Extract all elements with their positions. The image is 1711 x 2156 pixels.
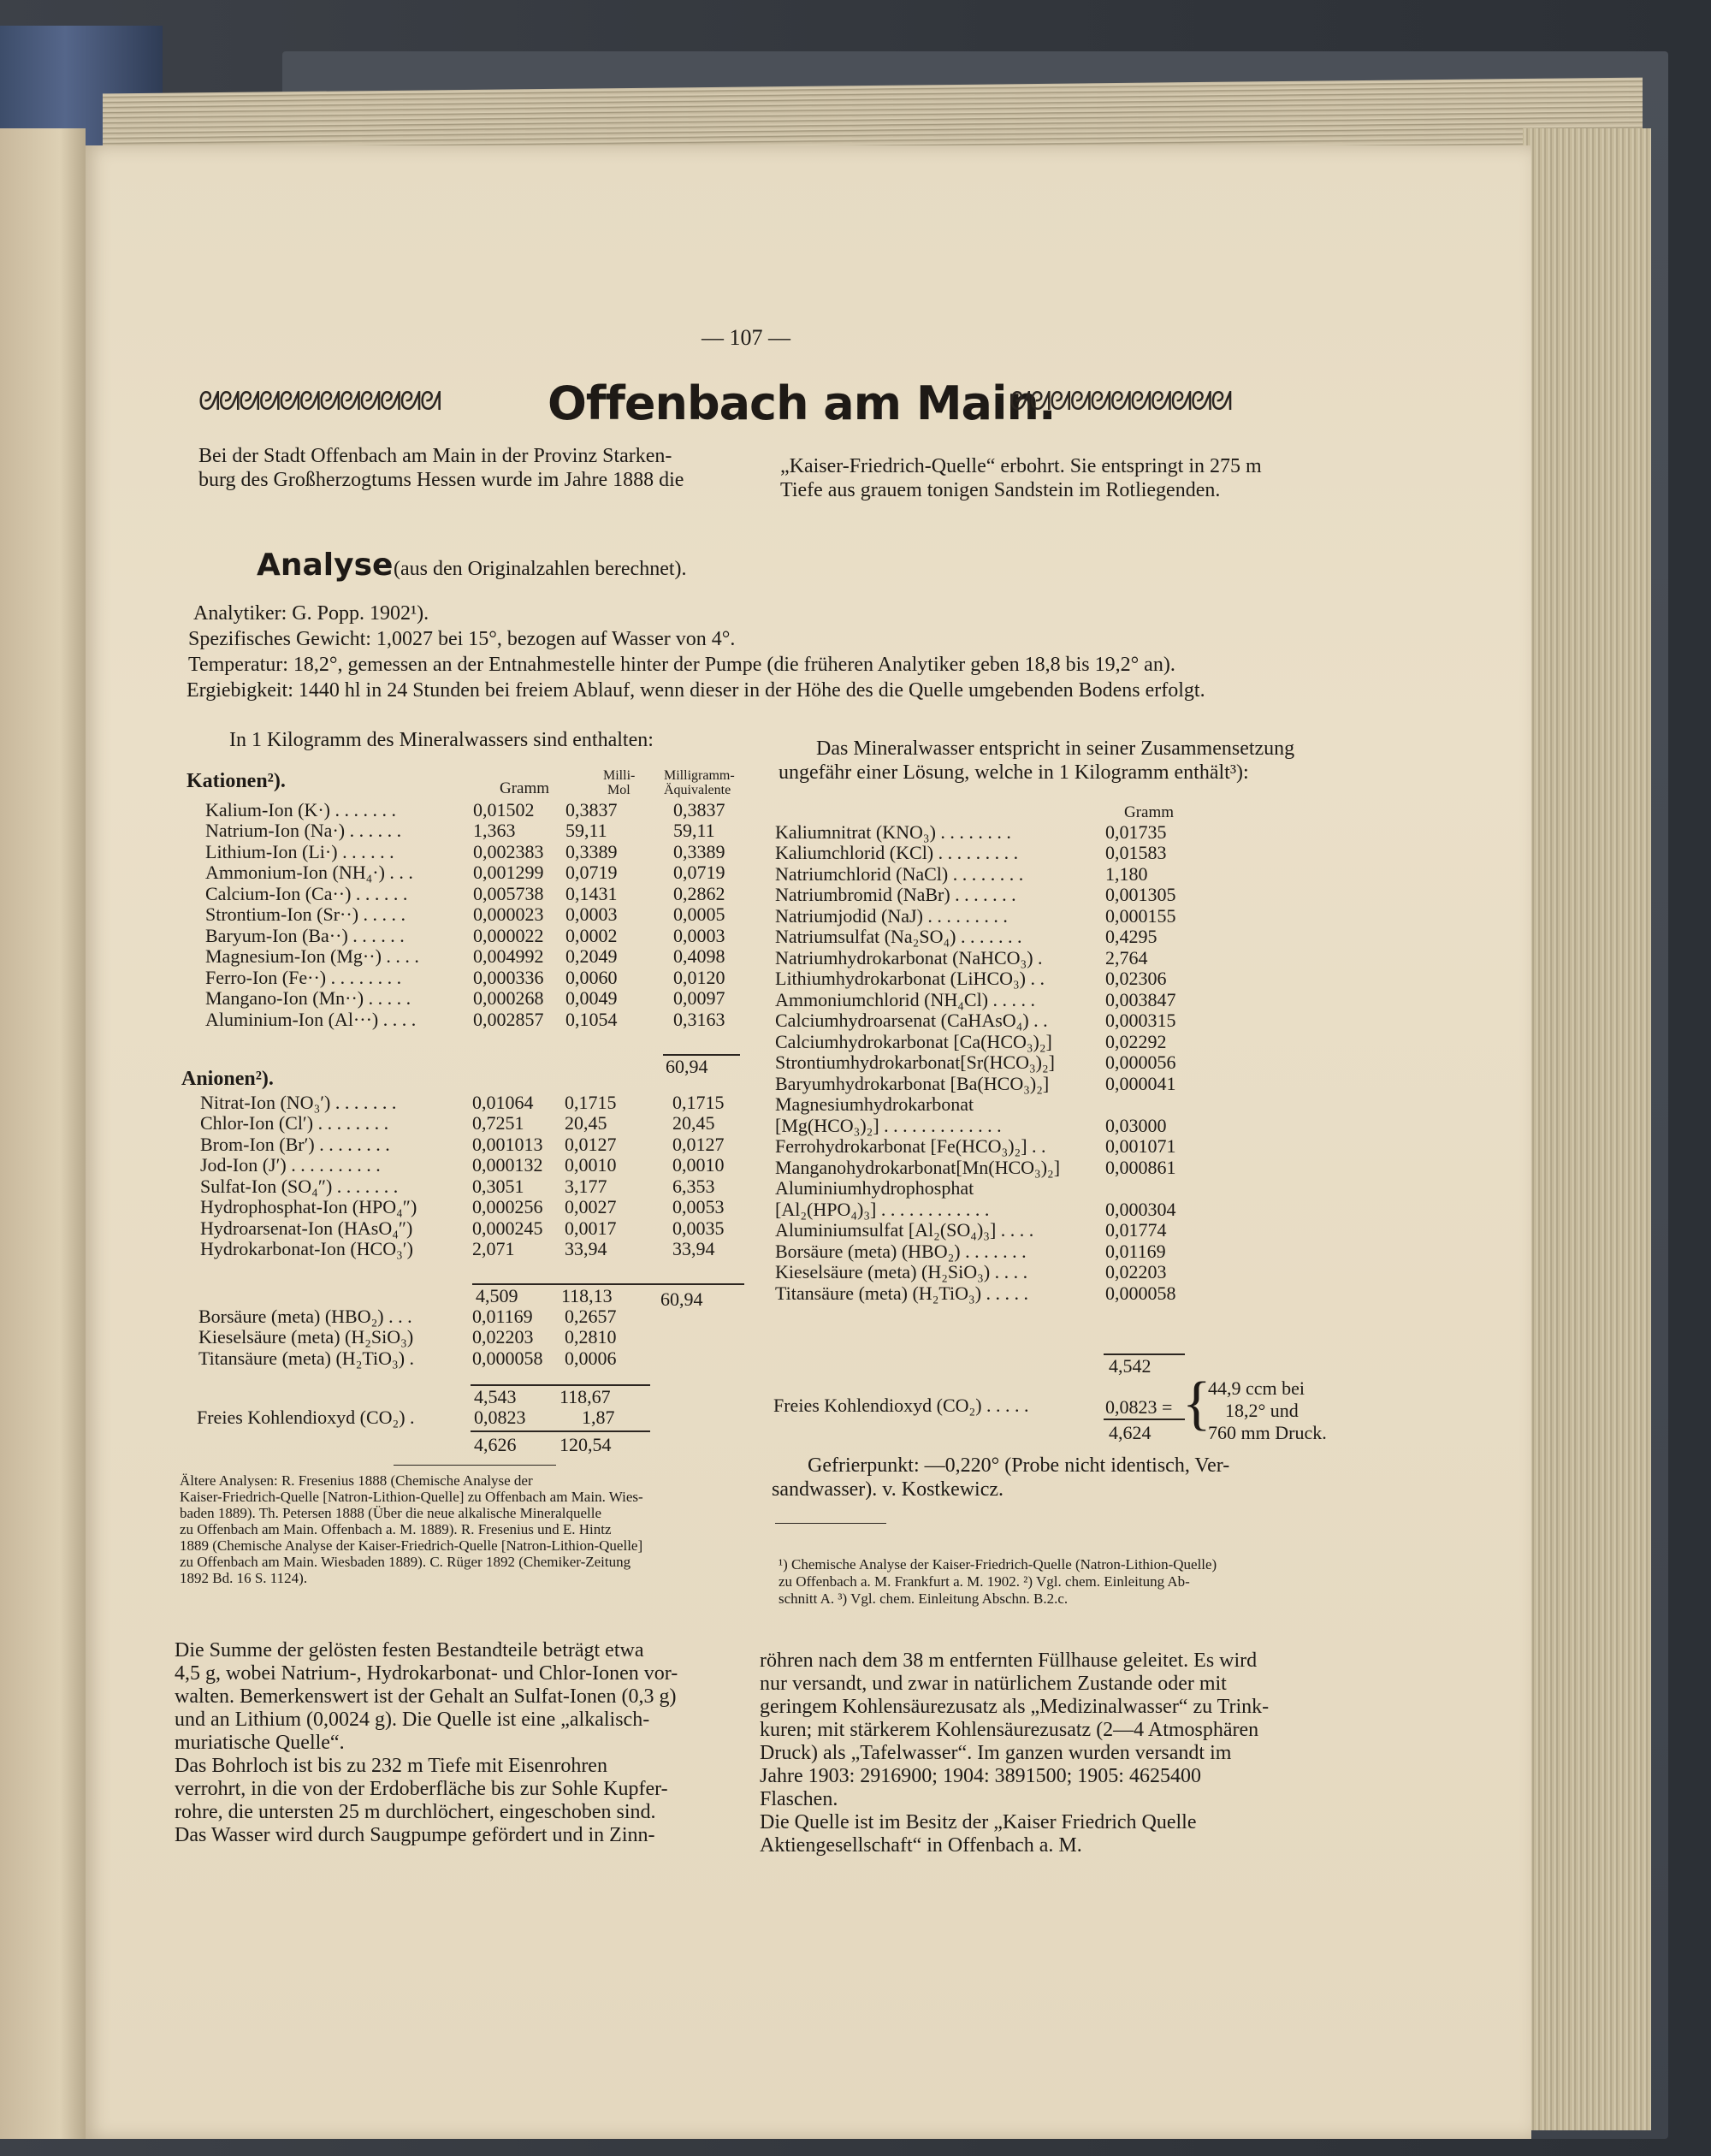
kationen-sum: 60,94 — [666, 1056, 708, 1077]
note-line: 1889 (Chemische Analyse der Kaiser-Friedrich-Quelle [Natron-Lithion-Quelle] — [180, 1537, 643, 1554]
kation-cell: 0,2049 — [565, 945, 618, 967]
acids-table — [195, 1306, 669, 1369]
kation-row — [202, 904, 754, 926]
salt-cell: 0,000155 — [1105, 904, 1176, 927]
salt-row — [772, 1094, 1203, 1116]
kation-cell: 0,000268 — [473, 987, 544, 1009]
salt-cell: Lithiumhydrokarbonat (LiHCO₃) . . — [775, 968, 1045, 989]
kation-row — [202, 988, 754, 1010]
anion-cell: 0,0053 — [672, 1196, 725, 1217]
intro-right-1: „Kaiser-Friedrich-Quelle“ erbohrt. Sie entspringt in 275 m — [780, 455, 1262, 477]
spez-gewicht: Spezifisches Gewicht: 1,0027 bei 15°, bezogen auf Wasser von 4°. — [188, 628, 736, 650]
salt-cell: Natriumchlorid (NaCl) . . . . . . . . — [775, 862, 1024, 885]
salt-cell: 0,003847 — [1105, 988, 1176, 1010]
salt-cell: Baryumhydrokarbonat [Ba(HCO₃)₂] — [775, 1072, 1050, 1094]
distribution-line: Druck) als „Tafelwasser“. Im ganzen wurden versandt im — [760, 1742, 1232, 1764]
distribution-line: geringem Kohlensäurezusatz als „Medizinalwasser“ zu Trink- — [760, 1696, 1270, 1718]
salt-cell: 0,000304 — [1105, 1198, 1176, 1220]
intro-left-1: Bei der Stadt Offenbach am Main in der Provinz Starken- — [198, 445, 672, 467]
salt-row — [772, 1199, 1203, 1220]
salt-row — [772, 947, 1203, 968]
anion-cell: 0,0027 — [565, 1196, 617, 1217]
sum3-gramm: 4,626 — [474, 1434, 517, 1455]
salt-cell — [1102, 1094, 1203, 1116]
salt-cell: Kaliumnitrat (KNO₃) . . . . . . . . — [775, 820, 1011, 843]
salt-cell: 0,01169 — [1105, 1240, 1166, 1262]
kationen-table — [202, 799, 754, 1030]
co2-mmol-left: 1,87 — [582, 1407, 615, 1428]
kation-cell: 0,1431 — [565, 882, 618, 904]
salt-cell: 0,000315 — [1105, 1010, 1176, 1031]
salt-cell: 0,01774 — [1105, 1219, 1167, 1241]
salt-row — [772, 1220, 1203, 1241]
co2-volume-1: 44,9 ccm bei — [1208, 1377, 1305, 1399]
footnote-line: ¹) Chemische Analyse der Kaiser-Friedrich-Quelle (Natron-Lithion-Quelle) — [779, 1556, 1217, 1573]
salt-cell: Ammoniumchlorid (NH₄Cl) . . . . . — [775, 988, 1036, 1010]
kation-cell: Mangano-Ion (Mn··) . . . . . — [205, 987, 411, 1009]
sum1-maeq: 60,94 — [660, 1288, 703, 1310]
salt-cell: Titansäure (meta) (H₂TiO₃) . . . . . — [775, 1282, 1029, 1304]
distribution-line: röhren nach dem 38 m entfernten Füllhause geleitet. Es wird — [760, 1650, 1258, 1672]
col-aeq: Milligramm- — [664, 768, 735, 783]
kation-cell: 0,3837 — [673, 798, 725, 820]
summary-line: Die Summe der gelösten festen Bestandteile beträgt etwa — [175, 1639, 644, 1661]
col-mol: Mol — [607, 783, 631, 797]
salt-cell: Kaliumchlorid (KCl) . . . . . . . . . — [775, 842, 1019, 863]
co2-volume-2: 18,2° und — [1225, 1400, 1299, 1421]
anion-row — [197, 1113, 753, 1134]
note-line: baden 1889). Th. Petersen 1888 (Über die neue alkalische Mineralquelle — [180, 1505, 601, 1521]
page-title: Offenbach am Main. — [548, 376, 1056, 430]
intro-left-2: burg des Großherzogtums Hessen wurde im Jahre 1888 die — [198, 469, 684, 491]
note-line: zu Offenbach am Main. Wiesbaden 1889). C. Rüger 1892 (Chemiker-Zeitung — [180, 1554, 631, 1570]
anion-row — [197, 1239, 753, 1260]
anion-cell: 0,0010 — [565, 1154, 617, 1176]
salt-cell: 0,001305 — [1105, 884, 1176, 905]
distribution-line: kuren; mit stärkerem Kohlensäurezusatz (2—4 Atmosphären — [760, 1719, 1259, 1741]
distribution-line: Flaschen. — [760, 1788, 838, 1810]
salts-sum: 4,542 — [1109, 1355, 1152, 1377]
intro-right-2: Tiefe aus grauem tonigen Sandstein im Rotliegenden. — [780, 479, 1221, 501]
kation-cell: 0,000022 — [473, 924, 544, 946]
col-milli: Milli- — [603, 768, 636, 783]
sum3-line — [471, 1430, 650, 1432]
salt-cell: Calciumhydrokarbonat [Ca(HCO₃)₂] — [775, 1030, 1052, 1052]
salt-row — [772, 1282, 1203, 1304]
kation-cell: 0,002857 — [473, 1008, 544, 1030]
salt-cell: 0,02203 — [1105, 1261, 1167, 1282]
kation-cell: 0,3163 — [673, 1008, 725, 1030]
salt-cell: 0,000058 — [1105, 1282, 1176, 1304]
anion-cell: Nitrat-Ion (NO₃′) . . . . . . . — [200, 1091, 397, 1113]
salt-cell: Natriumhydrokarbonat (NaHCO₃) . — [775, 946, 1043, 968]
salt-cell: 0,000861 — [1105, 1156, 1176, 1178]
kation-cell: Magnesium-Ion (Mg··) . . . . — [205, 945, 419, 967]
anion-row — [197, 1134, 753, 1155]
anion-row — [197, 1197, 753, 1218]
note-line: 1892 Bd. 16 S. 1124). — [180, 1570, 308, 1586]
kation-cell: 59,11 — [673, 820, 715, 841]
acid-cell: 0,2657 — [565, 1305, 617, 1327]
kation-cell: Ferro-Ion (Fe··) . . . . . . . . — [205, 966, 402, 988]
anion-cell: 20,45 — [672, 1112, 715, 1134]
analytiker: Analytiker: G. Popp. 1902¹). — [193, 602, 429, 625]
salt-row — [772, 843, 1203, 864]
kation-row — [202, 925, 754, 946]
anion-cell: 0,000245 — [472, 1217, 543, 1239]
kation-row — [202, 862, 754, 884]
kation-cell: 0,3389 — [673, 840, 725, 862]
sum1-gramm: 4,509 — [476, 1285, 518, 1306]
salt-row — [772, 927, 1203, 948]
co2-value-right: 0,0823 = — [1105, 1396, 1173, 1418]
kation-cell: 1,363 — [473, 820, 516, 841]
kation-cell: Calcium-Ion (Ca··) . . . . . . — [205, 882, 408, 904]
kation-cell: 0,4098 — [673, 945, 725, 967]
salt-cell: Borsäure (meta) (HBO₂) . . . . . . . — [775, 1240, 1027, 1262]
acid-cell: 0,2810 — [565, 1326, 617, 1348]
acid-row — [195, 1306, 669, 1327]
anion-cell: 6,353 — [672, 1175, 715, 1197]
anion-cell: Sulfat-Ion (SO₄″) . . . . . . . — [200, 1175, 399, 1197]
sum2-mmol: 118,67 — [559, 1386, 611, 1407]
acid-cell: 0,01169 — [472, 1305, 533, 1327]
kation-cell: 0,0003 — [565, 903, 618, 925]
acid-cell: 0,02203 — [472, 1326, 534, 1348]
co2-label-right: Freies Kohlendioxyd (CO₂) . . . . . — [773, 1395, 1029, 1416]
kation-row — [202, 799, 754, 820]
ornament-left: ᘛᘛᘛᘛᘛᘛᘛᘛᘛᘛᘛᘛ — [198, 387, 441, 417]
right-intro-1: Das Mineralwasser entspricht in seiner Zusammensetzung — [816, 737, 1295, 760]
anion-cell: Chlor-Ion (Cl′) . . . . . . . . — [200, 1112, 389, 1134]
anion-cell: 0,3051 — [472, 1175, 524, 1197]
salts-table — [772, 821, 1203, 1304]
summary-line: 4,5 g, wobei Natrium-, Hydrokarbonat- und Chlor-Ionen vor- — [175, 1662, 678, 1685]
col-aeq-2: Äquivalente — [664, 783, 731, 797]
anion-cell: 0,7251 — [472, 1112, 524, 1134]
salt-cell: 0,03000 — [1105, 1114, 1167, 1136]
anion-cell: 0,0010 — [672, 1154, 725, 1176]
kation-cell: Kalium-Ion (K·) . . . . . . . — [205, 798, 397, 820]
sum1-mmol: 118,13 — [561, 1285, 613, 1306]
acid-cell: Borsäure (meta) (HBO₂) . . . — [198, 1305, 412, 1327]
acid-row — [195, 1348, 669, 1369]
kation-cell: 0,0049 — [565, 987, 618, 1009]
col-gramm: Gramm — [500, 779, 550, 797]
kation-cell: 0,005738 — [473, 882, 544, 904]
salt-cell: Natriumsulfat (Na₂SO₄) . . . . . . . — [775, 926, 1022, 947]
kation-cell: 0,001299 — [473, 862, 544, 883]
salt-cell: Aluminiumhydrophosphat — [775, 1177, 974, 1199]
salt-cell: Ferrohydrokarbonat [Fe(HCO₃)₂] . . — [775, 1135, 1046, 1157]
distribution-line: nur versandt, und zwar in natürlichem Zustande oder mit — [760, 1673, 1227, 1695]
kation-cell: 0,004992 — [473, 945, 544, 967]
gefrierpunkt-1: Gefrierpunkt: —0,220° (Probe nicht identisch, Ver- — [808, 1454, 1230, 1477]
note-line: Kaiser-Friedrich-Quelle [Natron-Lithion-Quelle] zu Offenbach am Main. Wies- — [180, 1489, 643, 1505]
summary-line: muriatische Quelle“. — [175, 1732, 345, 1754]
anion-cell: Hydrokarbonat-Ion (HCO₃′) — [200, 1238, 413, 1259]
page-side-edges — [1523, 128, 1651, 2130]
acid-cell: Titansäure (meta) (H₂TiO₃) . — [198, 1347, 415, 1369]
sum3-mmol: 120,54 — [559, 1434, 612, 1455]
anion-cell: 0,000132 — [472, 1154, 543, 1176]
distribution-line: Die Quelle ist im Besitz der „Kaiser Friedrich Quelle — [760, 1811, 1197, 1833]
ergiebigkeit: Ergiebigkeit: 1440 hl in 24 Stunden bei freiem Ablauf, wenn dieser in der Höhe des die Quelle umgebenden Bodens erfolgt. — [186, 679, 1205, 702]
salt-row — [772, 1241, 1203, 1262]
salt-row — [772, 821, 1203, 843]
kation-cell: 0,0719 — [673, 862, 725, 883]
brace: { — [1182, 1371, 1211, 1436]
summary-line: Das Wasser wird durch Saugpumpe gefördert und in Zinn- — [175, 1824, 655, 1846]
kation-cell: Lithium-Ion (Li·) . . . . . . — [205, 840, 394, 862]
salt-cell: 2,764 — [1105, 946, 1148, 968]
kation-row — [202, 967, 754, 988]
analyse-subtitle: (aus den Originalzahlen berechnet). — [394, 558, 687, 580]
left-table-intro: In 1 Kilogramm des Mineralwassers sind enthalten: — [229, 729, 654, 751]
gefrierpunkt-2: sandwasser). v. Kostkewicz. — [772, 1478, 1004, 1501]
anionen-heading: Anionen²). — [181, 1068, 274, 1090]
co2-gramm-left: 0,0823 — [474, 1407, 526, 1428]
anion-cell: Hydroarsenat-Ion (HAsO₄″) — [200, 1217, 413, 1239]
salt-cell: Kieselsäure (meta) (H₂SiO₃) . . . . — [775, 1261, 1028, 1282]
acid-cell: 0,000058 — [472, 1347, 543, 1369]
salt-cell — [1102, 1178, 1203, 1199]
salt-row — [772, 1115, 1203, 1136]
kation-cell: 0,01502 — [473, 798, 535, 820]
anion-cell: Hydrophosphat-Ion (HPO₄″) — [200, 1196, 417, 1217]
salt-row — [772, 1178, 1203, 1199]
anion-cell: Brom-Ion (Br′) . . . . . . . . — [200, 1133, 390, 1155]
salt-cell: Manganohydrokarbonat[Mn(HCO₃)₂] — [775, 1156, 1061, 1178]
analyse-heading: Analyse — [257, 548, 394, 583]
anion-cell: 0,1715 — [672, 1091, 725, 1113]
salt-cell: Magnesiumhydrokarbonat — [775, 1093, 974, 1115]
kation-cell: 0,0005 — [673, 903, 725, 925]
salt-cell: 1,180 — [1105, 862, 1148, 885]
co2-volume-3: 760 mm Druck. — [1208, 1422, 1327, 1443]
distribution-line: Jahre 1903: 2916900; 1904: 3891500; 1905: 4625400 — [760, 1765, 1201, 1787]
salt-cell: Natriumbromid (NaBr) . . . . . . . — [775, 884, 1016, 905]
kation-row — [202, 946, 754, 968]
summary-line: Das Bohrloch ist bis zu 232 m Tiefe mit Eisenrohren — [175, 1755, 607, 1777]
kation-cell: Baryum-Ion (Ba··) . . . . . . — [205, 924, 405, 946]
salt-cell: Calciumhydroarsenat (CaHAsO₄) . . — [775, 1010, 1048, 1031]
footnote-divider — [775, 1523, 886, 1524]
left-page-edge — [0, 128, 86, 2139]
salt-cell: 0,000041 — [1105, 1072, 1176, 1094]
anion-cell: 33,94 — [565, 1238, 607, 1259]
kation-row — [202, 841, 754, 862]
kationen-heading: Kationen²). — [186, 770, 286, 792]
salt-row — [772, 989, 1203, 1010]
salt-cell: 0,02306 — [1105, 968, 1167, 989]
salt-cell: Strontiumhydrokarbonat[Sr(HCO₃)₂] — [775, 1051, 1055, 1073]
kation-row — [202, 1009, 754, 1030]
kation-cell: 0,000023 — [473, 903, 544, 925]
anion-cell: 0,0035 — [672, 1217, 725, 1239]
kation-cell: 59,11 — [565, 820, 607, 841]
salt-row — [772, 905, 1203, 927]
sum2-gramm: 4,543 — [474, 1386, 517, 1407]
co2-total-right: 4,624 — [1109, 1422, 1152, 1443]
kation-cell: 0,0719 — [565, 862, 618, 883]
anion-row — [197, 1176, 753, 1197]
anion-cell: Jod-Ion (J′) . . . . . . . . . . — [200, 1154, 381, 1176]
salt-cell: [Mg(HCO₃)₂] . . . . . . . . . . . . . — [775, 1114, 1002, 1136]
kation-cell: 0,0060 — [565, 966, 618, 988]
anion-cell: 0,0127 — [565, 1133, 617, 1155]
notes-divider — [394, 1465, 556, 1466]
salt-row — [772, 1031, 1203, 1052]
kation-cell: 0,3837 — [565, 798, 618, 820]
kation-cell: 0,0003 — [673, 924, 725, 946]
anion-cell: 0,1715 — [565, 1091, 617, 1113]
anion-row — [197, 1155, 753, 1176]
distribution-line: Aktiengesellschaft“ in Offenbach a. M. — [760, 1834, 1082, 1857]
kation-cell: 0,2862 — [673, 882, 725, 904]
anion-cell: 2,071 — [472, 1238, 515, 1259]
anion-cell: 3,177 — [565, 1175, 607, 1197]
salt-cell: 0,01735 — [1105, 820, 1167, 843]
kation-row — [202, 820, 754, 842]
anion-cell: 33,94 — [672, 1238, 715, 1259]
kation-cell: 0,0120 — [673, 966, 725, 988]
page-number: — 107 — — [702, 325, 790, 350]
right-col-gramm: Gramm — [1124, 803, 1175, 821]
salt-row — [772, 968, 1203, 990]
acid-cell: 0,0006 — [565, 1347, 617, 1369]
salt-cell: Natriumjodid (NaJ) . . . . . . . . . — [775, 904, 1008, 927]
footnote-line: schnitt A. ³) Vgl. chem. Einleitung Abschn. B.2.c. — [779, 1590, 1069, 1607]
salt-row — [772, 863, 1203, 885]
kation-cell: Aluminium-Ion (Al···) . . . . — [205, 1008, 417, 1030]
anion-cell: 20,45 — [565, 1112, 607, 1134]
salt-row — [772, 1010, 1203, 1032]
salt-row — [772, 1157, 1203, 1178]
acid-cell: Kieselsäure (meta) (H₂SiO₃) — [198, 1326, 414, 1348]
kation-cell: 0,3389 — [565, 840, 618, 862]
anion-cell: 0,01064 — [472, 1091, 534, 1113]
anionen-table — [197, 1092, 753, 1259]
kation-cell: Natrium-Ion (Na·) . . . . . . — [205, 820, 402, 841]
right-intro-2: ungefähr einer Lösung, welche in 1 Kilogramm enthält³): — [779, 761, 1249, 784]
temperatur: Temperatur: 18,2°, gemessen an der Entnahmestelle hinter der Pumpe (die früheren Analytiker geben 18,8 bis 19,2° an). — [188, 654, 1175, 676]
acid-row — [195, 1327, 669, 1348]
salt-row — [772, 1136, 1203, 1158]
anion-cell: 0,000256 — [472, 1196, 543, 1217]
kation-cell: 0,1054 — [565, 1008, 618, 1030]
kation-cell: Ammonium-Ion (NH₄·) . . . — [205, 862, 413, 883]
salt-row — [772, 1262, 1203, 1283]
summary-line: rohre, die untersten 25 m durchlöchert, eingeschoben sind. — [175, 1801, 656, 1823]
kation-cell: 0,0002 — [565, 924, 618, 946]
salt-cell: 0,01583 — [1105, 842, 1167, 863]
summary-line: walten. Bemerkenswert ist der Gehalt an Sulfat-Ionen (0,3 g) — [175, 1685, 677, 1708]
anion-cell: 0,0127 — [672, 1133, 725, 1155]
co2-sum-line — [1104, 1419, 1185, 1420]
ornament-right: ᘛᘛᘛᘛᘛᘛᘛᘛᘛᘛᘛ — [1009, 387, 1231, 417]
salt-row — [772, 885, 1203, 906]
anion-row — [197, 1092, 753, 1113]
note-line: zu Offenbach am Main. Offenbach a. M. 1889). R. Fresenius und E. Hintz — [180, 1521, 612, 1537]
co2-label-left: Freies Kohlendioxyd (CO₂) . — [197, 1407, 415, 1428]
salt-cell: 0,4295 — [1105, 926, 1157, 947]
kation-cell: 0,000336 — [473, 966, 544, 988]
summary-line: und an Lithium (0,0024 g). Die Quelle ist eine „alkalisch- — [175, 1709, 650, 1731]
salt-cell: [Al₂(HPO₄)₃] . . . . . . . . . . . . — [775, 1198, 990, 1220]
salt-cell: 0,001071 — [1105, 1135, 1176, 1157]
anion-row — [197, 1217, 753, 1239]
kation-cell: Strontium-Ion (Sr··) . . . . . — [205, 903, 406, 925]
salt-row — [772, 1073, 1203, 1094]
salt-cell: 0,02292 — [1105, 1030, 1167, 1052]
anion-cell: 0,0017 — [565, 1217, 617, 1239]
summary-line: verrohrt, in die von der Erdoberfläche bis zur Sohle Kupfer- — [175, 1778, 668, 1800]
salt-cell: Aluminiumsulfat [Al₂(SO₄)₃] . . . . — [775, 1219, 1034, 1241]
kation-row — [202, 883, 754, 904]
salt-cell: 0,000056 — [1105, 1051, 1176, 1073]
kation-cell: 0,002383 — [473, 840, 544, 862]
kation-cell: 0,0097 — [673, 987, 725, 1009]
salt-row — [772, 1052, 1203, 1074]
anion-cell: 0,001013 — [472, 1133, 543, 1155]
footnote-line: zu Offenbach a. M. Frankfurt a. M. 1902. ²) Vgl. chem. Einleitung Ab- — [779, 1573, 1190, 1590]
note-line: Ältere Analysen: R. Fresenius 1888 (Chemische Analyse der — [180, 1472, 533, 1489]
